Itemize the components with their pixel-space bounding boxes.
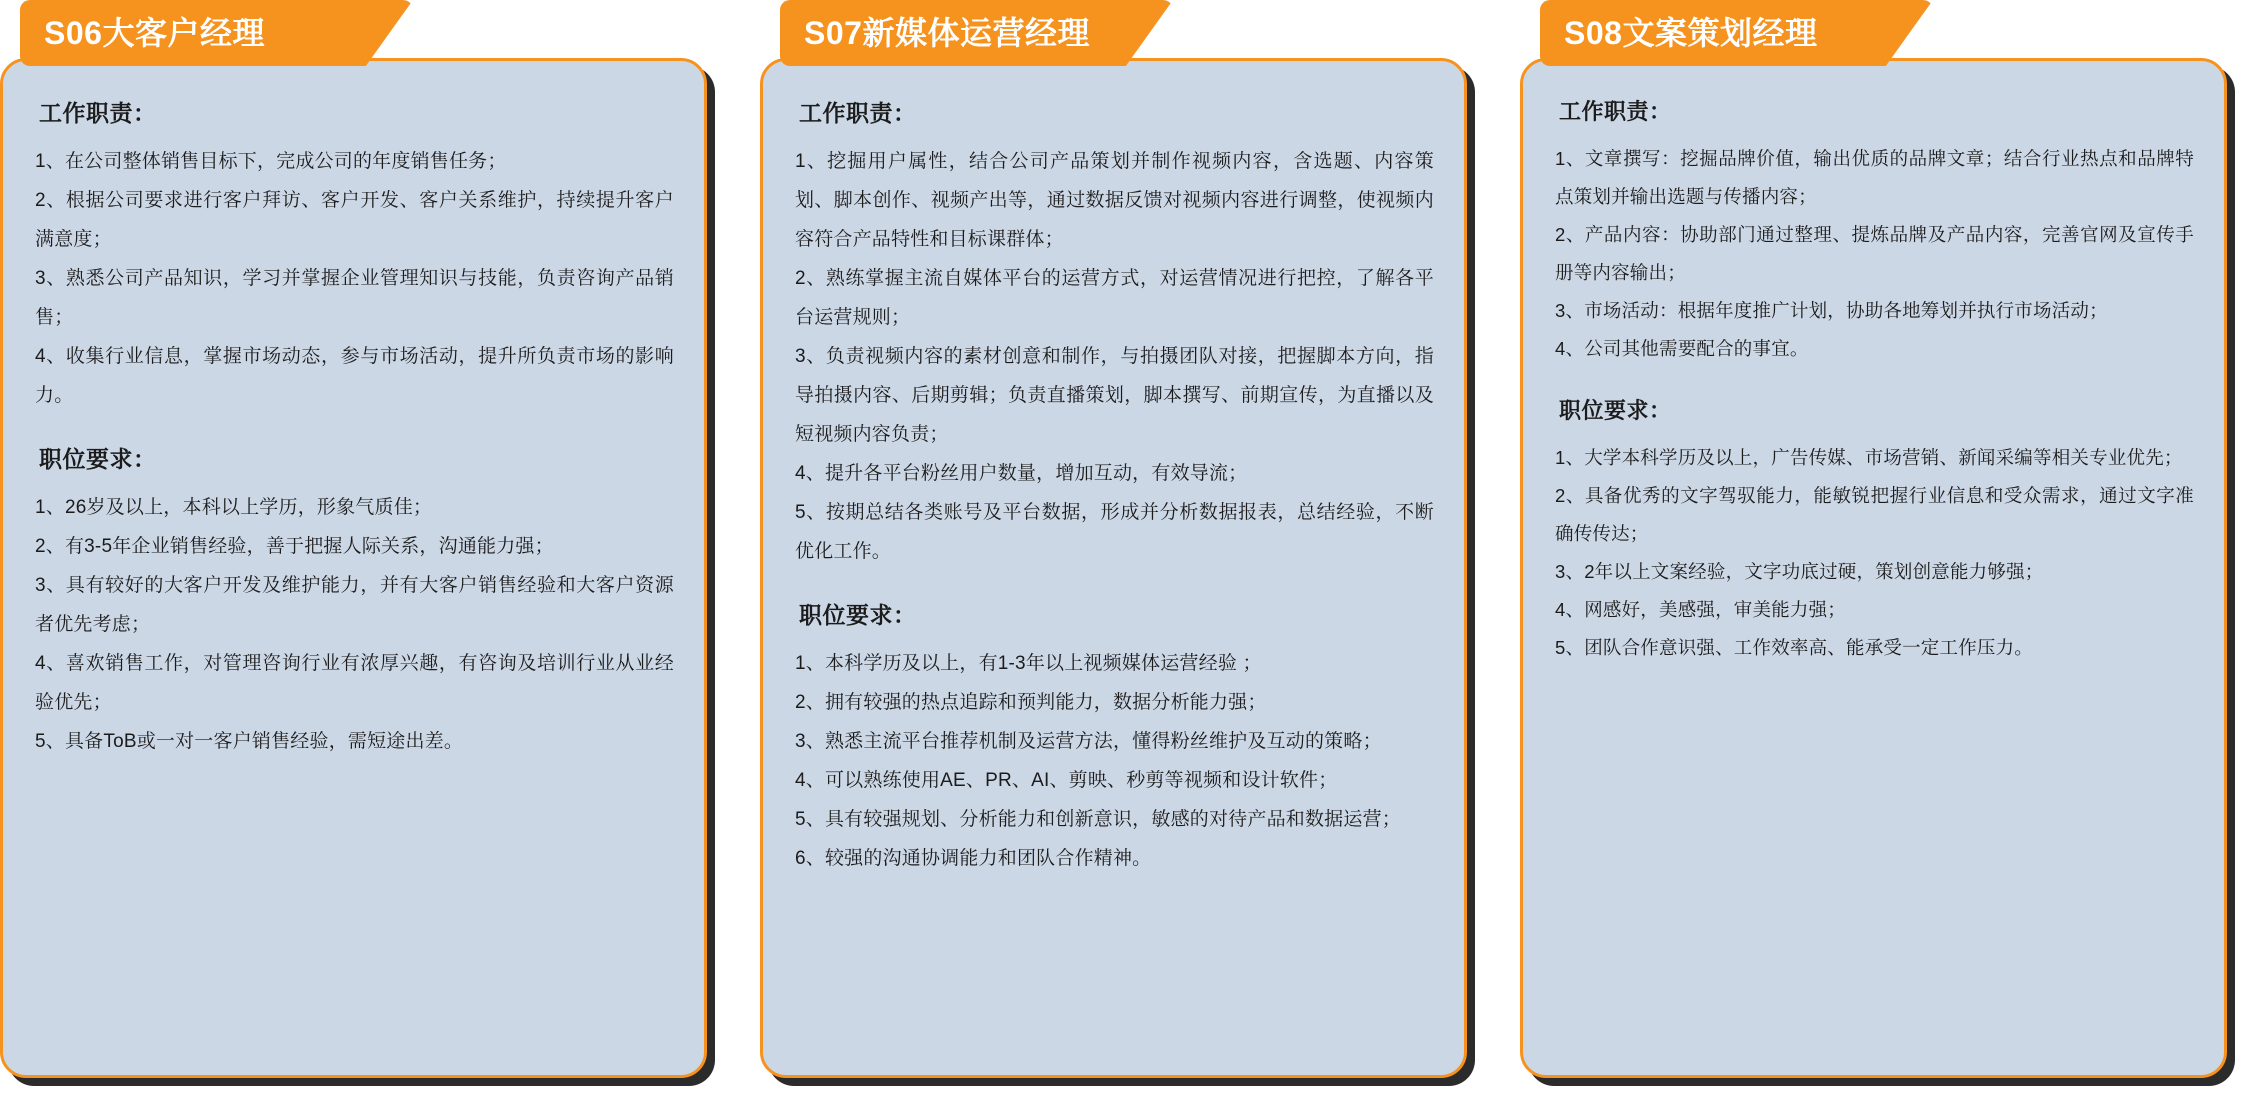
list-item: 5、具有较强规划、分析能力和创新意识，敏感的对待产品和数据运营； [795,809,1401,830]
card-header-s06 [20,0,413,66]
list-item: 2、产品内容：协助部门通过整理、提炼品牌及产品内容，完善官网及宣传手册等内容输出； [1555,224,2194,283]
card-title: S08文案策划经理 [1564,15,1818,51]
responsibilities-list [793,142,1434,571]
list-item: 5、具备ToB或一对一客户销售经验，需短途出差。 [35,731,464,752]
card-body [760,58,1467,1078]
section-heading-requirements: 职位要求： [799,602,917,628]
card-title: S06大客户经理 [44,15,265,51]
requirements-list [793,644,1434,878]
list-item: 1、大学本科学历及以上，广告传媒、市场营销、新闻采编等相关专业优先； [1555,447,2183,468]
list-item: 4、可以熟练使用AE、PR、AI、剪映、秒剪等视频和设计软件； [795,770,1338,791]
card-header-s07 [780,0,1173,66]
responsibilities-list [1553,140,2194,368]
section-heading-requirements: 职位要求： [39,446,157,472]
job-card-s08 [1520,0,2227,1099]
card-body [1520,58,2227,1078]
list-item: 3、熟悉公司产品知识，学习并掌握企业管理知识与技能，负责咨询产品销售； [35,268,674,328]
list-item: 4、公司其他需要配合的事宜。 [1555,338,1809,359]
section-heading-responsibilities: 工作职责： [799,100,917,126]
list-item: 1、在公司整体销售目标下，完成公司的年度销售任务； [35,151,507,172]
card-body-wrapper-s07 [760,58,1467,1078]
section-heading-responsibilities: 工作职责： [1559,99,1672,124]
card-body-wrapper-s08 [1520,58,2227,1078]
card-header-s08 [1540,0,1933,66]
job-card-s06 [0,0,707,1099]
list-item: 3、2年以上文案经验，文字功底过硬，策划创意能力够强； [1555,561,2044,582]
list-item: 1、本科学历及以上，有1-3年以上视频媒体运营经验 ； [795,653,1262,674]
list-item: 5、按期总结各类账号及平台数据，形成并分析数据报表，总结经验，不断优化工作。 [795,502,1434,562]
list-item: 3、具有较好的大客户开发及维护能力，并有大客户销售经验和大客户资源者优先考虑； [35,575,674,635]
list-item: 2、拥有较强的热点追踪和预判能力，数据分析能力强； [795,692,1267,713]
card-title: S07新媒体运营经理 [804,15,1090,51]
list-item: 1、文章撰写：挖掘品牌价值，输出优质的品牌文章；结合行业热点和品牌特点策划并输出选题与传播内容； [1555,148,2194,207]
list-item: 2、有3-5年企业销售经验，善于把握人际关系，沟通能力强； [35,536,554,557]
job-card-s07 [760,0,1467,1099]
list-item: 6、较强的沟通协调能力和团队合作精神。 [795,848,1152,869]
list-item: 3、市场活动：根据年度推广计划，协助各地筹划并执行市场活动； [1555,300,2108,321]
list-item: 2、熟练掌握主流自媒体平台的运营方式，对运营情况进行把控，了解各平台运营规则； [795,268,1434,328]
list-item: 4、收集行业信息，掌握市场动态，参与市场活动，提升所负责市场的影响力。 [35,346,674,406]
list-item: 4、喜欢销售工作，对管理咨询行业有浓厚兴趣，有咨询及培训行业从业经验优先； [35,653,674,713]
section-heading-responsibilities: 工作职责： [39,100,157,126]
section-heading-requirements: 职位要求： [1559,398,1672,423]
card-body [0,58,707,1078]
list-item: 4、网感好，美感强，审美能力强； [1555,599,1846,620]
list-item: 3、熟悉主流平台推荐机制及运营方法，懂得粉丝维护及互动的策略； [795,731,1382,752]
list-item: 2、根据公司要求进行客户拜访、客户开发、客户关系维护，持续提升客户满意度； [35,190,674,250]
list-item: 1、26岁及以上，本科以上学历，形象气质佳； [35,497,433,518]
list-item: 2、具备优秀的文字驾驭能力，能敏锐把握行业信息和受众需求，通过文字准确传传达； [1555,485,2194,544]
list-item: 3、负责视频内容的素材创意和制作，与拍摄团队对接，把握脚本方向，指导拍摄内容、后期剪辑；负责直播策划，脚本撰写、前期宣传，为直播以及短视频内容负责； [795,346,1434,445]
responsibilities-list [33,142,674,415]
requirements-list [1553,439,2194,667]
list-item: 4、提升各平台粉丝用户数量，增加互动，有效导流； [795,463,1248,484]
card-body-wrapper-s06 [0,58,707,1078]
requirements-list [33,488,674,761]
list-item: 1、挖掘用户属性，结合公司产品策划并制作视频内容，含选题、内容策划、脚本创作、视频产出等，通过数据反馈对视频内容进行调整，使视频内容符合产品特性和目标课群体； [795,151,1434,250]
list-item: 5、团队合作意识强、工作效率高、能承受一定工作压力。 [1555,637,2033,658]
